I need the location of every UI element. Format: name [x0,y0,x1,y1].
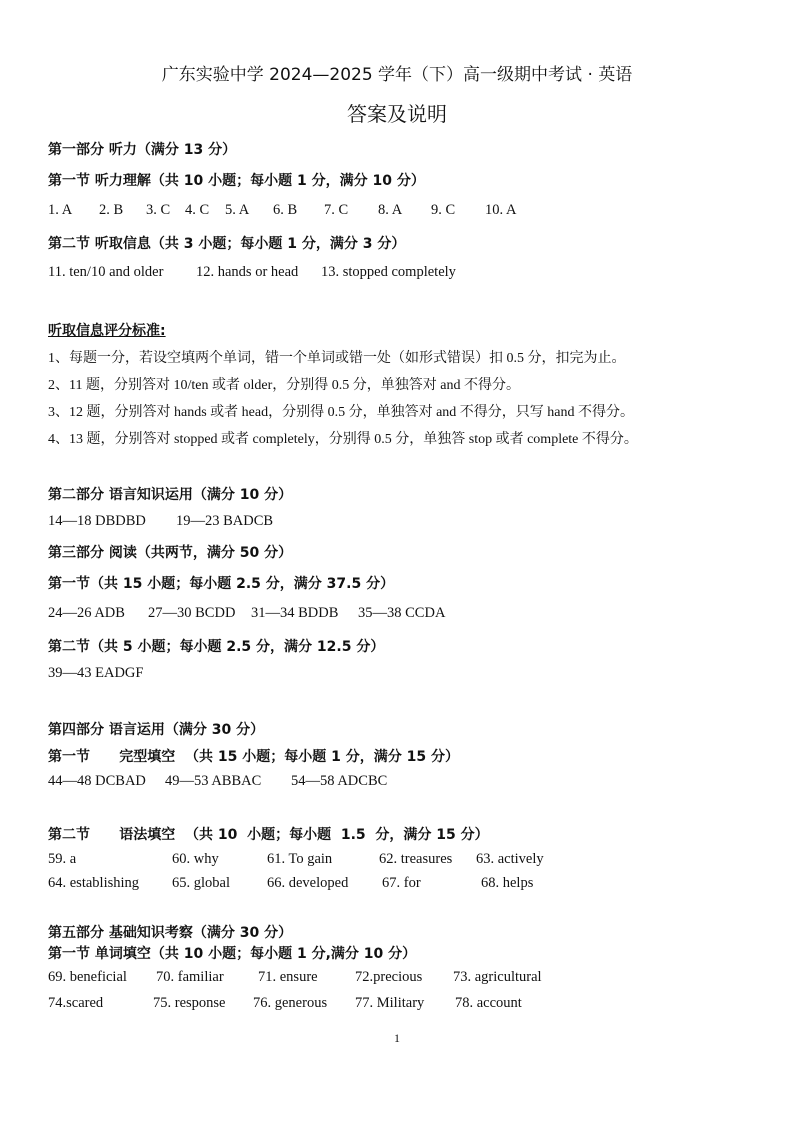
part4-sec2-heading: 第二节 语法填空 （共 10 小题；每小题 1.5 分，满分 15 分） [48,827,489,843]
answer-item: 78. account [455,995,522,1011]
part4-sec1-answers [48,773,387,790]
part4-sec2-row [48,875,533,892]
answer-item: 10. A [485,202,517,218]
part1-sec2-answers [48,264,456,281]
answer-item: 62. treasures [379,851,453,867]
answer-item: 24—26 ADB [48,605,125,621]
answer-item: 49—53 ABBAC [165,773,262,789]
criteria-item: 2、11 题，分别答对 10/ten 或者 older，分别得 0.5 分，单独答对 and 不得分。 [48,378,520,393]
part3-sec1-answers [48,605,445,622]
part5-row [48,995,522,1012]
answer-item: 19—23 BADCB [176,513,274,529]
answer-item: 67. for [382,875,421,891]
answer-item: 14—18 DBDBD [48,513,146,529]
part5-heading: 第五部分 基础知识考察（满分 30 分） [48,925,293,941]
answer-item: 68. helps [481,875,534,891]
answer-item: 65. global [172,875,230,891]
part3-sec2-heading: 第二节（共 5 小题；每小题 2.5 分，满分 12.5 分） [48,639,385,655]
part5-row [48,969,542,986]
answer-item: 44—48 DCBAD [48,773,146,789]
answer-item: 76. generous [253,995,328,1011]
answer-item: 72.precious [355,969,423,985]
page-number: 1 [394,1031,400,1045]
criteria-item: 4、13 题，分别答对 stopped 或者 completely，分别得 0.5 分，单独答 stop 或者 complete 不得分。 [48,432,638,447]
answer-item: 69. beneficial [48,969,127,985]
answer-item: 75. response [153,995,226,1011]
answer-item: 7. C [324,202,349,218]
part3-sec1-heading: 第一节（共 15 小题；每小题 2.5 分，满分 37.5 分） [48,576,395,592]
answer-item: 61. To gain [267,851,333,867]
part2-heading: 第二部分 语言知识运用（满分 10 分） [48,487,293,503]
answer-item: 9. C [431,202,456,218]
answer-item: 35—38 CCDA [358,605,446,621]
answer-item: 12. hands or head [196,264,299,280]
answer-item: 13. stopped completely [321,264,456,280]
answer-item: 3. C [146,202,171,218]
part4-sec2-row [48,851,544,868]
criteria-item: 3、12 题，分别答对 hands 或者 head，分别得 0.5 分，单独答对 and 不得分，只写 hand 不得分。 [48,405,635,420]
answer-item: 74.scared [48,995,104,1011]
answer-item: 4. C [185,202,210,218]
answer-item: 70. familiar [156,969,224,985]
part1-sec2-heading: 第二节 听取信息（共 3 小题；每小题 1 分，满分 3 分） [48,236,406,252]
answer-item: 73. agricultural [453,969,542,985]
answer-item: 71. ensure [258,969,318,985]
answer-item: 11. ten/10 and older [48,264,164,280]
answer-item: 8. A [378,202,403,218]
answer-item: 66. developed [267,875,349,891]
answer-item: 31—34 BDDB [251,605,339,621]
answer-item: 59. a [48,851,77,867]
answer-item: 27—30 BCDD [148,605,236,621]
answer-item: 2. B [99,202,124,218]
part4-sec1-heading: 第一节 完型填空 （共 15 小题；每小题 1 分，满分 15 分） [48,749,459,765]
answer-item: 54—58 ADCBC [291,773,388,789]
part1-heading: 第一部分 听力（满分 13 分） [48,142,237,158]
answer-item: 6. B [273,202,298,218]
part1-sec1-answers [48,202,516,219]
document-title: 广东实验中学 2024—2025 学年（下）高一级期中考试 · 英语 [161,65,633,85]
answer-item: 77. Military [355,995,425,1011]
document-subtitle: 答案及说明 [347,102,447,126]
part3-heading: 第三部分 阅读（共两节，满分 50 分） [48,545,293,561]
answer-item: 1. A [48,202,73,218]
part4-heading: 第四部分 语言运用（满分 30 分） [48,722,265,738]
criteria-heading: 听取信息评分标准: [48,323,166,339]
part5-sec1-heading: 第一节 单词填空（共 10 小题；每小题 1 分,满分 10 分） [48,946,417,962]
part1-sec1-heading: 第一节 听力理解（共 10 小题；每小题 1 分，满分 10 分） [48,173,425,189]
answer-item: 5. A [225,202,250,218]
answer-item: 64. establishing [48,875,140,891]
answer-item: 63. actively [476,851,544,867]
criteria-item: 1、每题一分，若设空填两个单词，错一个单词或错一处（如形式错误）扣 0.5 分，扣完为止。 [48,351,626,366]
part3-sec2-answers: 39—43 EADGF [48,665,144,681]
part2-answers [48,513,273,530]
answer-item: 60. why [172,851,219,867]
